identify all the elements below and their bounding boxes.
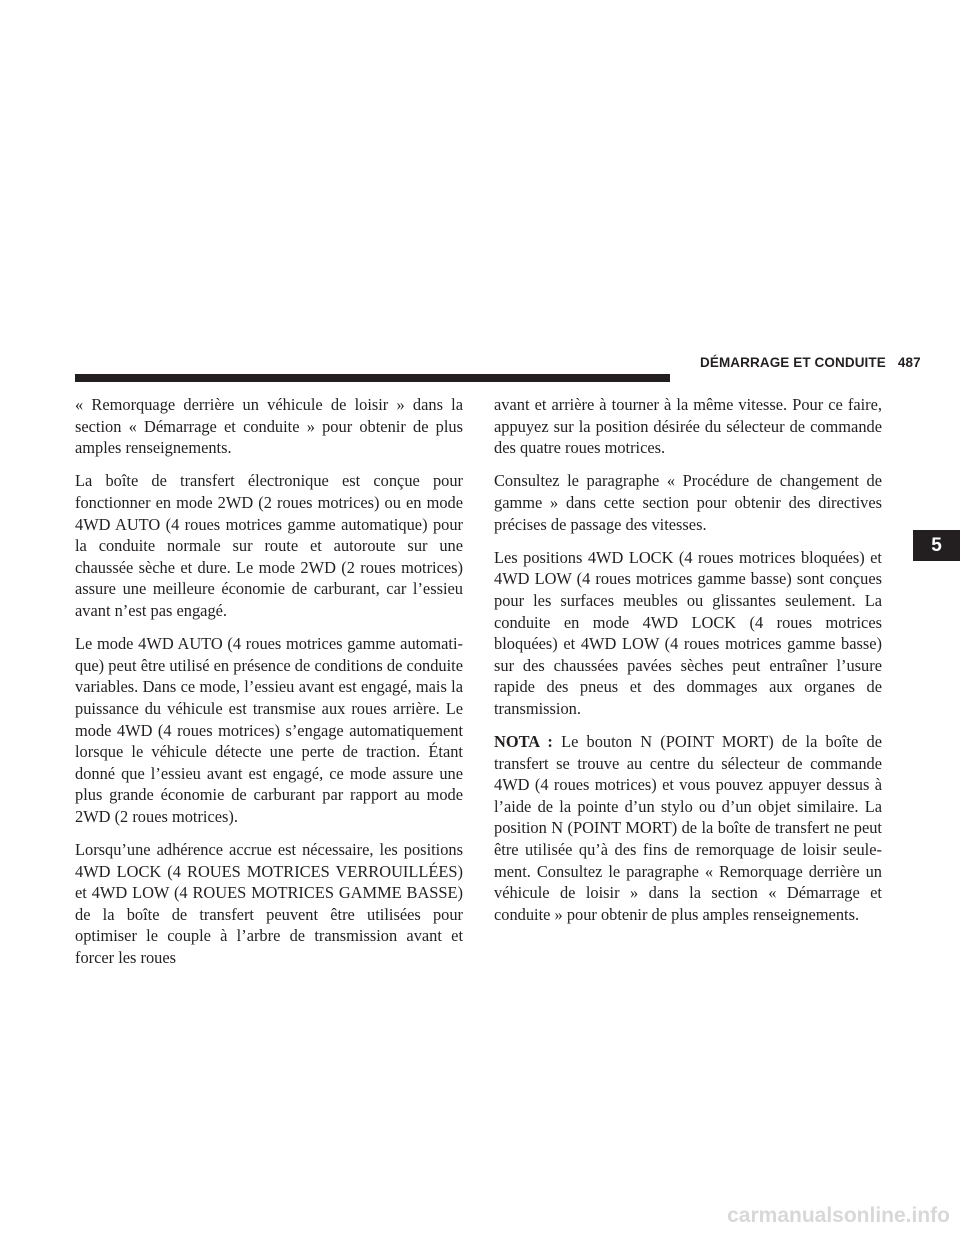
paragraph: Les positions 4WD LOCK (4 roues motrices bloquées) et 4WD LOW (4 roues motrices gamme basse) sont conçues pour les surfaces meubles ou glissantes seulement. La conduite en mode 4WD LOCK (4 roues motrices bloquées) et 4WD LOW (4 roues motrices gamme basse) sur des chaussées pavées sèches peut entraîner l’usure rapide des pneus et des dommages aux organes de transmission. <box>494 547 882 718</box>
section-title: DÉMARRAGE ET CONDUITE <box>700 355 886 370</box>
paragraph: Consultez le paragraphe « Procédure de changement de gamme » dans cette section pour obtenir des directives précises de passage des vitesses. <box>494 471 882 534</box>
page-number: 487 <box>897 355 921 370</box>
left-column <box>75 394 463 980</box>
right-column <box>494 394 882 937</box>
paragraph: avant et arrière à tourner à la même vitesse. Pour ce faire, appuyez sur la position désirée du sélecteur de commande des quatre roues motrices. <box>494 395 882 458</box>
page-header <box>700 355 921 370</box>
note-label: NOTA : <box>494 732 553 752</box>
note-paragraph <box>494 731 882 925</box>
paragraph: Lorsqu’une adhérence accrue est nécessaire, les positions 4WD LOCK (4 ROUES MOTRICES VERROUILLÉES) et 4WD LOW (4 ROUES MOTRICES GAMME BASSE) de la boîte de transfert peuvent être utilisées pour optimiser le couple à l’arbre de transmission avant et forcer les roues <box>75 840 463 968</box>
note-text: Le bouton N (POINT MORT) de la boîte de transfert se trouve au centre du sélecteur de commande 4WD (4 roues motrices) et vous pouvez appuyer dessus à l’aide de la pointe d’un stylo ou d’un objet similaire. La position N (POINT MORT) de la boîte de transfert ne peut être utilisée qu’à des fins de remorquage de loisir seulement. Consultez le paragraphe « Remorquage derrière un véhicule de loisir » dans la section « Démarrage et conduite » pour obtenir de plus amples renseignements. <box>494 732 882 924</box>
paragraph: Le mode 4WD AUTO (4 roues motrices gamme automatique) peut être utilisé en présence de conditions de conduite variables. Dans ce mode, l’essieu avant est engagé, mais la puissance du véhicule est transmise aux roues arrière. Le mode 4WD (4 roues motrices) s’engage automatiquement lorsque le véhicule détecte une perte de traction. Étant donné que l’essieu avant est engagé, ce mode assure une plus grande économie de carburant par rapport au mode 2WD (2 roues motrices). <box>75 634 463 826</box>
chapter-tab: 5 <box>913 530 960 561</box>
header-rule <box>75 374 670 382</box>
paragraph: « Remorquage derrière un véhicule de loisir » dans la section « Démarrage et conduite » pour obtenir de plus amples renseignements. <box>75 395 463 458</box>
watermark: carmanualsonline.info <box>727 1204 950 1227</box>
paragraph: La boîte de transfert électronique est conçue pour fonctionner en mode 2WD (2 roues motrices) ou en mode 4WD AUTO (4 roues motrices gamme automatique) pour la conduite normale sur route et autoroute sur une chaussée sèche et dure. Le mode 2WD (2 roues motrices) assure une meilleure économie de carburant, car l’essieu avant n’est pas engagé. <box>75 471 463 620</box>
